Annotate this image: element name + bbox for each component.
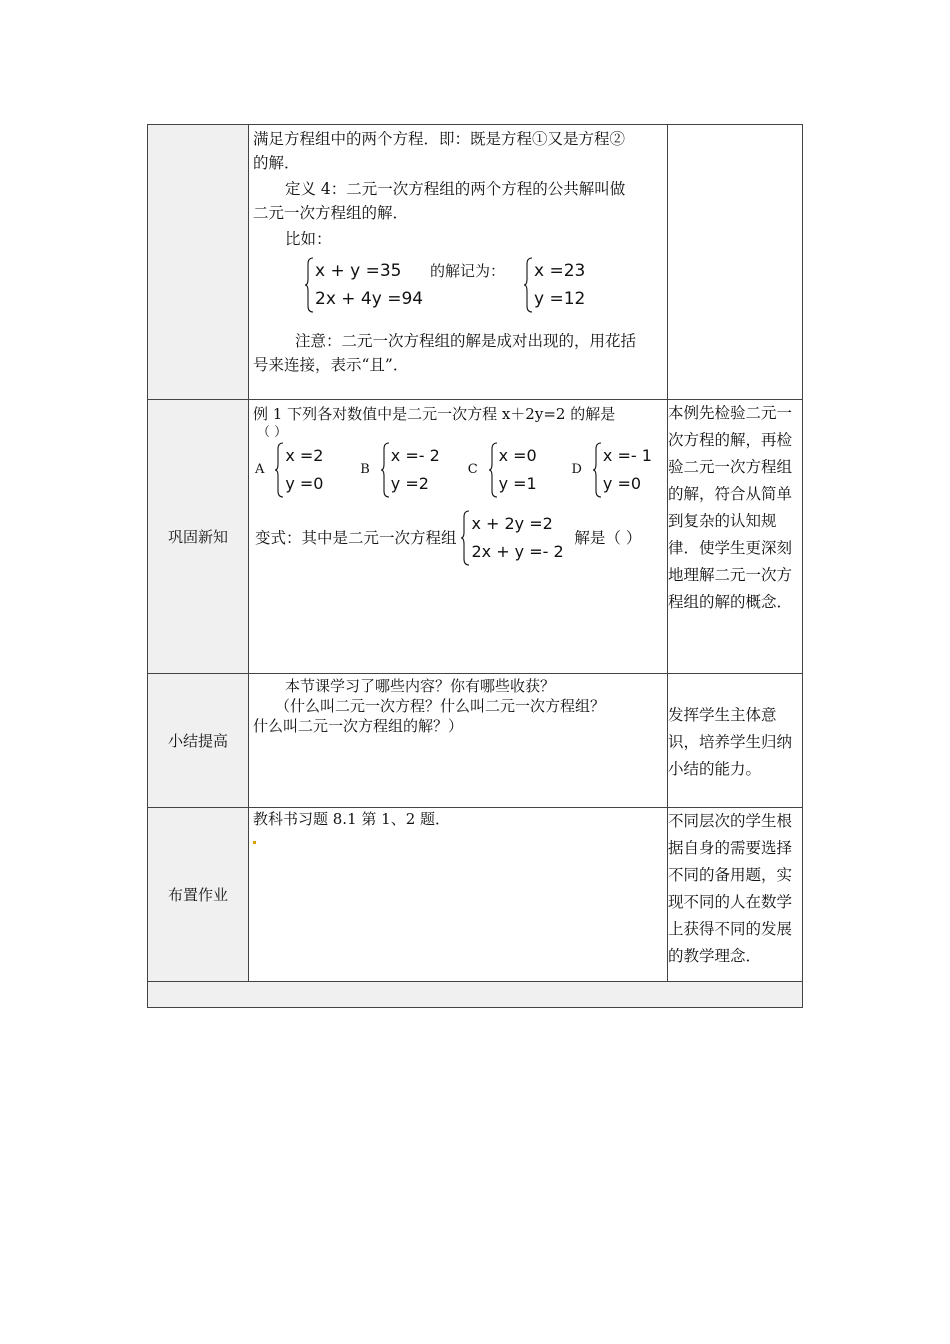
equation: y =1 bbox=[498, 474, 537, 493]
equation: x =0 bbox=[498, 446, 537, 465]
brace-icon bbox=[524, 257, 533, 313]
stage-cell: 巩固新知 bbox=[148, 400, 249, 674]
brace-icon bbox=[305, 257, 314, 313]
equation: 2x + 4y =94 bbox=[315, 289, 424, 309]
summary-question: 本节课学习了哪些内容？你有哪些收获？ bbox=[285, 677, 556, 695]
text-cursor-marker bbox=[253, 841, 256, 844]
equation: x =2 bbox=[285, 446, 324, 465]
caution-note-cont: 号来连接，表示“且”． bbox=[253, 356, 409, 374]
table-row-footer bbox=[148, 982, 803, 1008]
homework-text: 教科书习题 8.1 第 1、2 题． bbox=[253, 810, 451, 828]
equation: y =2 bbox=[390, 474, 429, 493]
example-system bbox=[249, 257, 667, 321]
variant-system bbox=[461, 510, 565, 566]
equation: x + y =35 bbox=[315, 261, 402, 281]
stage-cell: 小结提高 bbox=[148, 674, 249, 808]
equation: x + 2y =2 bbox=[471, 514, 553, 533]
note-cell: 发挥学生主体意识，培养学生归纳小结的能力。 bbox=[668, 674, 803, 808]
option-d-system[interactable] bbox=[593, 442, 665, 498]
option-c-system[interactable] bbox=[489, 442, 561, 498]
lesson-plan-table bbox=[147, 124, 803, 1008]
equation: x =- 1 bbox=[602, 446, 652, 465]
variant-tail: 解是（ ） bbox=[574, 529, 642, 547]
brace-icon bbox=[461, 510, 470, 566]
option-letter: D bbox=[571, 462, 582, 477]
option-a-system[interactable] bbox=[275, 442, 347, 498]
equation: y =12 bbox=[533, 289, 586, 309]
content-cell bbox=[249, 808, 668, 982]
option-letter: B bbox=[360, 462, 370, 477]
options-row bbox=[249, 442, 667, 502]
content-cell bbox=[249, 400, 668, 674]
equation: x =23 bbox=[533, 261, 586, 281]
solution-system bbox=[524, 257, 585, 313]
equation: y =0 bbox=[602, 474, 642, 493]
brace-icon bbox=[489, 442, 498, 498]
variant-label: 变式：其中是二元一次方程组 bbox=[255, 529, 457, 547]
content-cell bbox=[249, 674, 668, 808]
option-letter: C bbox=[467, 462, 478, 477]
caution-note: 注意：二元一次方程组的解是成对出现的，用花括 bbox=[295, 332, 637, 350]
solution-label: 的解记为： bbox=[430, 262, 506, 280]
summary-question: （什么叫二元一次方程？什么叫二元一次方程组？ bbox=[275, 697, 606, 715]
paragraph: 满足方程组中的两个方程．即：既是方程①又是方程② bbox=[253, 130, 626, 148]
note-cell: 不同层次的学生根据自身的需要选择不同的备用题，实现不同的人在数学上获得不同的发展的教学理念． bbox=[668, 808, 803, 982]
example-intro: 比如： bbox=[285, 230, 332, 248]
answer-paren: （ ） bbox=[257, 425, 288, 440]
option-letter: A bbox=[255, 462, 265, 477]
stage-cell bbox=[148, 125, 249, 400]
equation-system bbox=[305, 257, 423, 313]
equation: y =0 bbox=[285, 474, 324, 493]
table-row bbox=[148, 400, 803, 674]
definition-4-cont: 二元一次方程组的解． bbox=[253, 204, 409, 222]
equation: x =- 2 bbox=[390, 446, 440, 465]
table-row bbox=[148, 674, 803, 808]
definition-4: 定义 4：二元一次方程组的两个方程的公共解叫做 bbox=[285, 180, 626, 198]
brace-icon bbox=[275, 442, 284, 498]
footer-cell bbox=[148, 982, 803, 1008]
note-cell: 本例先检验二元一次方程的解，再检验二元一次方程组的解，符合从简单到复杂的认知规律．使学生更深刻地理解二元一次方程组的解的概念． bbox=[668, 400, 803, 674]
equation: 2x + y =- 2 bbox=[471, 542, 564, 561]
variant-row bbox=[249, 510, 667, 570]
table-row bbox=[148, 808, 803, 982]
example-1: 例 1 下列各对数值中是二元一次方程 x＋2y=2 的解是 bbox=[253, 405, 616, 423]
brace-icon bbox=[381, 442, 390, 498]
stage-cell: 布置作业 bbox=[148, 808, 249, 982]
summary-question-cont: 什么叫二元一次方程组的解？） bbox=[253, 717, 464, 735]
paragraph: 的解． bbox=[253, 154, 300, 172]
content-cell bbox=[249, 125, 668, 400]
option-b-system[interactable] bbox=[381, 442, 459, 498]
table-row bbox=[148, 125, 803, 400]
brace-icon bbox=[593, 442, 602, 498]
note-cell bbox=[668, 125, 803, 400]
